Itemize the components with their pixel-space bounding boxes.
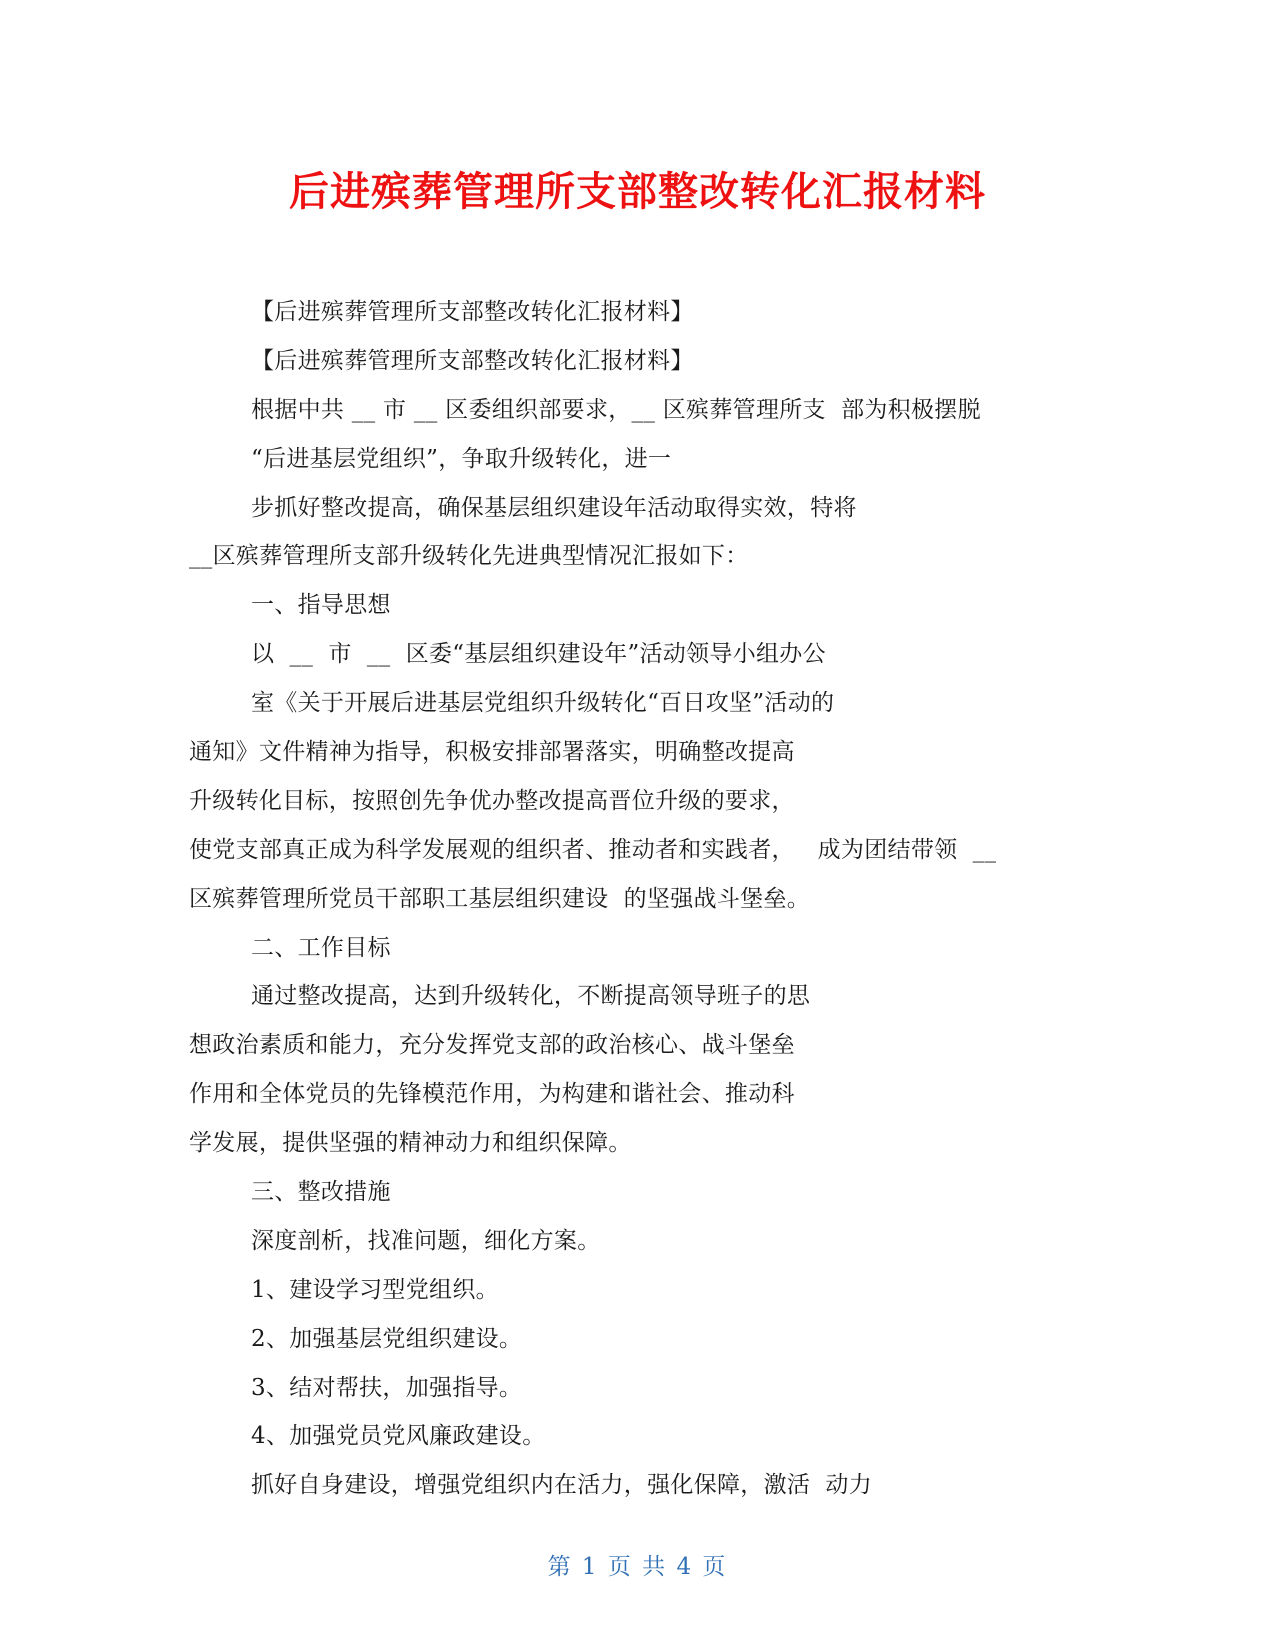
section-heading-3: 三、整改措施 [251,1179,391,1206]
body-line-18: 学发展，提供坚强的精神动力和组织保障。 [189,1130,632,1157]
body-line-17: 作用和全体党员的先锋模范作用，为构建和谐社会、推动科 [189,1081,795,1108]
body-line-20: 深度剖析，找准问题，细化方案。 [251,1227,601,1254]
body-line-6: __区殡葬管理所支部升级转化先进典型情况汇报如下： [189,543,749,570]
body-line-4: “后进基层党组织”，争取升级转化，进一 [251,445,672,472]
page-number-footer: 第 1 页 共 4 页 [547,1554,728,1580]
list-item-3: 3、结对帮扶，加强指导。 [251,1374,523,1401]
list-item-1: 1、建设学习型党组织。 [251,1276,499,1303]
list-item-4: 4、加强党员党风廉政建设。 [251,1423,546,1450]
section-heading-1: 一、指导思想 [251,592,391,619]
document-title: 后进殡葬管理所支部整改转化汇报材料 [289,169,986,215]
body-line-2: 【后进殡葬管理所支部整改转化汇报材料】 [251,347,694,374]
body-line-13: 区殡葬管理所党员干部职工基层组织建设 的坚强战斗堡垒。 [189,885,811,912]
body-line-12: 使党支部真正成为科学发展观的组织者、推动者和实践者， 成为团结带领 __ [189,836,997,863]
body-line-8: 以 __ 市 __ 区委“基层组织建设年”活动领导小组办公 [251,641,826,668]
document-body [189,297,1089,1519]
body-line-16: 想政治素质和能力，充分发挥党支部的政治核心、战斗堡垒 [189,1032,795,1059]
body-line-10: 通知》文件精神为指导，积极安排部署落实，明确整改提高 [189,739,795,766]
body-line-1: 【后进殡葬管理所支部整改转化汇报材料】 [251,299,694,325]
body-line-5: 步抓好整改提高，确保基层组织建设年活动取得实效，特将 [251,494,857,521]
body-line-25: 抓好自身建设，增强党组织内在活力，强化保障，激活 动力 [251,1472,873,1499]
body-line-3: 根据中共 __ 市 __ 区委组织部要求，__ 区殡葬管理所支 部为积极摆脱 [251,396,981,423]
body-line-9: 室《关于开展后进基层党组织升级转化“百日攻坚”活动的 [251,690,835,717]
list-item-2: 2、加强基层党组织建设。 [251,1325,523,1352]
body-line-15: 通过整改提高，达到升级转化，不断提高领导班子的思 [251,983,811,1010]
body-line-11: 升级转化目标，按照创先争优办整改提高晋位升级的要求， [189,787,795,814]
section-heading-2: 二、工作目标 [251,934,391,961]
